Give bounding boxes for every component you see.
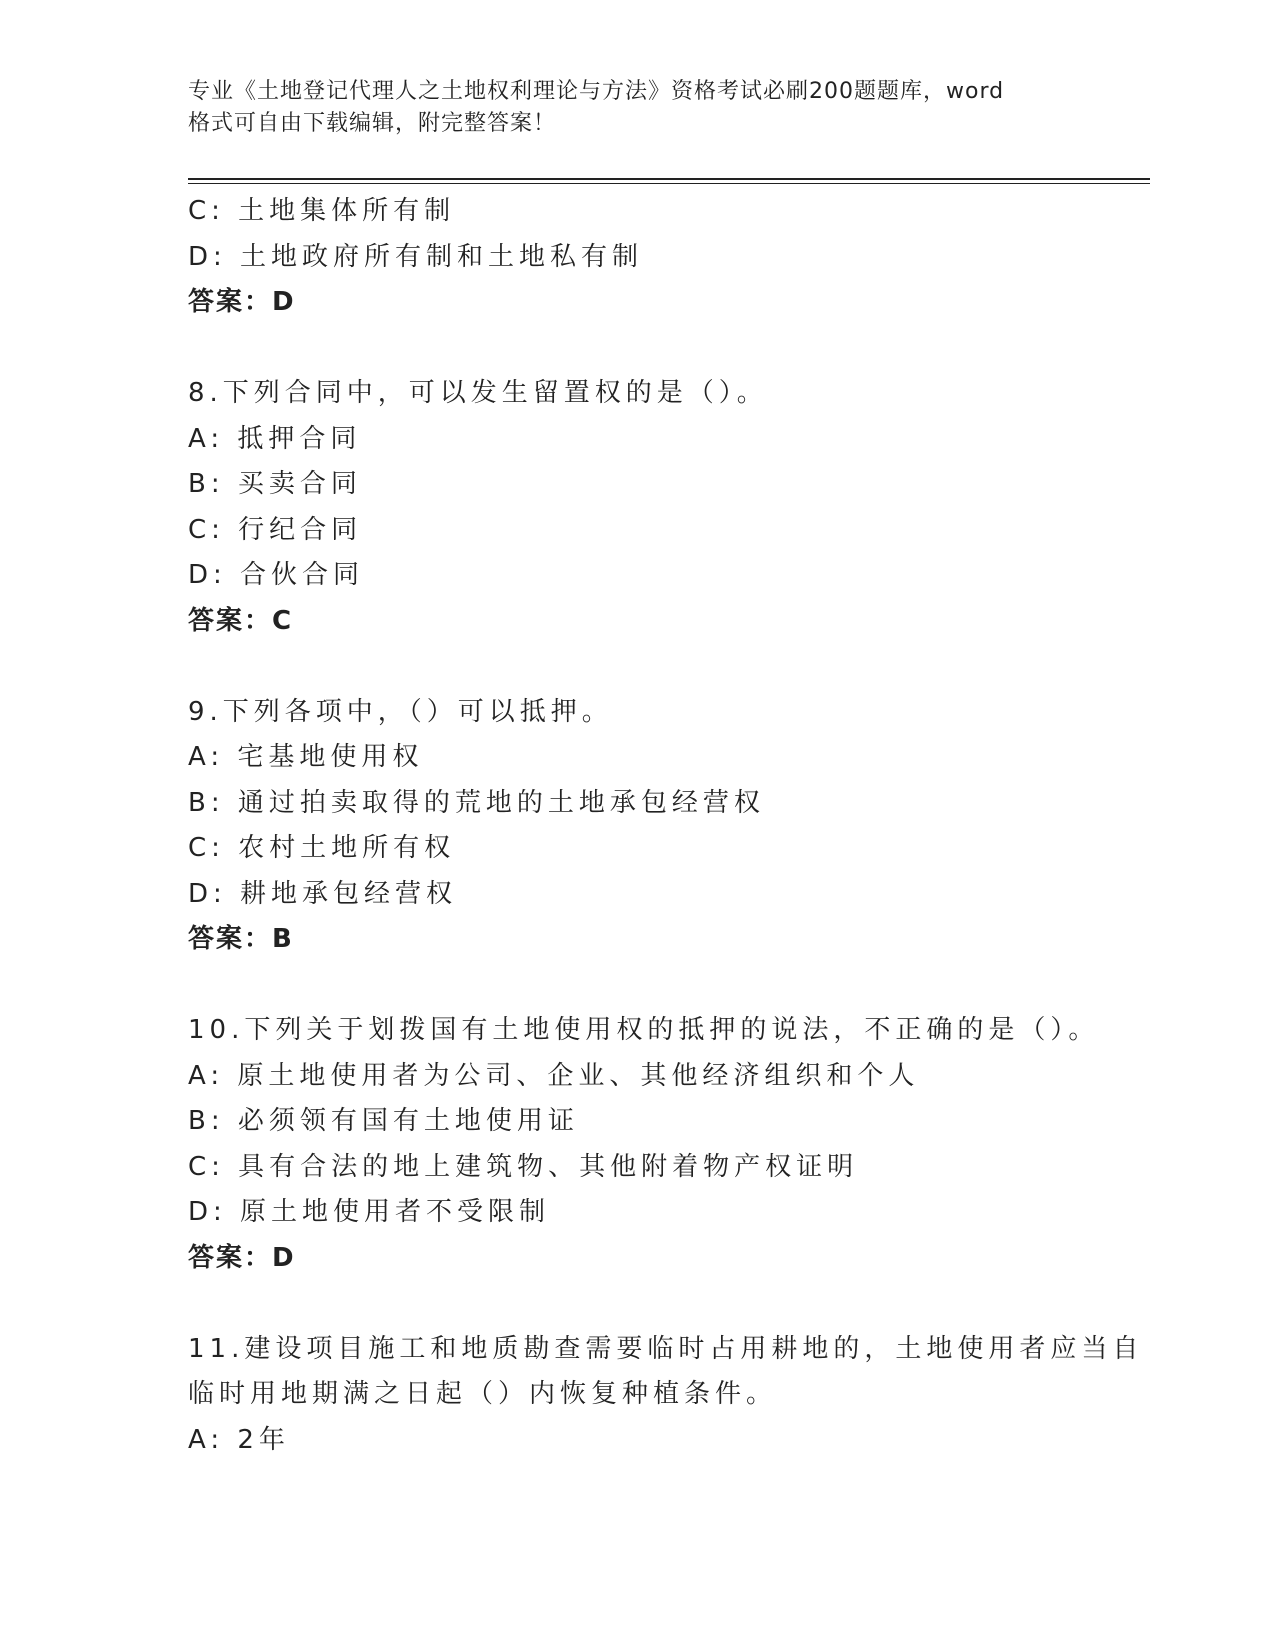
q9-option-c: C: 农村土地所有权 (188, 833, 456, 863)
q9-option-a: A: 宅基地使用权 (188, 742, 424, 772)
header-divider-thick (188, 178, 1150, 180)
spacer (188, 1281, 1088, 1327)
q9-option-b: B: 通过拍卖取得的荒地的土地承包经营权 (188, 787, 765, 818)
q9-answer: 答案：B (188, 924, 294, 954)
question-11 (188, 1327, 1144, 1464)
question-9 (188, 690, 1088, 963)
q8-option-d: D: 合伙合同 (188, 560, 365, 590)
q9-option-d: D: 耕地承包经营权 (188, 878, 458, 909)
q11-question-line-2: 临时用地期满之日起（）内恢复种植条件。 (188, 1379, 778, 1409)
question-7 (188, 189, 1088, 326)
header-title-line-2: 格式可自由下载编辑，附完整答案！ (188, 111, 557, 136)
q8-question: 8.下列合同中，可以发生留置权的是（）。 (188, 378, 768, 408)
header-title-line-1: 专业《土地登记代理人之土地权利理论与方法》资格考试必刷200题题库，word (188, 79, 1005, 104)
q8-option-b: B: 买卖合同 (188, 469, 362, 499)
header-divider-thin (188, 183, 1150, 184)
question-list (188, 189, 1144, 1463)
spacer (188, 326, 1088, 372)
question-8 (188, 371, 1088, 644)
q11-option-a: A: 2年 (188, 1424, 290, 1455)
question-10 (188, 1008, 1100, 1281)
q7-answer: 答案：D (188, 287, 296, 317)
q10-question: 10.下列关于划拨国有土地使用权的抵押的说法，不正确的是（）。 (188, 1015, 1100, 1045)
q7-option-d: D: 土地政府所有制和土地私有制 (188, 241, 644, 272)
q10-option-d: D: 原土地使用者不受限制 (188, 1197, 551, 1227)
q10-answer: 答案：D (188, 1242, 296, 1273)
q9-question: 9.下列各项中，（）可以抵押。 (188, 696, 613, 727)
spacer (188, 644, 1088, 690)
spacer (188, 963, 1088, 1009)
q8-option-a: A: 抵押合同 (188, 423, 362, 454)
q10-option-b: B: 必须领有国有土地使用证 (188, 1106, 579, 1136)
q10-option-c: C: 具有合法的地上建筑物、其他附着物产权证明 (188, 1151, 859, 1182)
q11-question-line-1: 11.建设项目施工和地质勘查需要临时占用耕地的，土地使用者应当自 (188, 1333, 1144, 1364)
q10-option-a: A: 原土地使用者为公司、企业、其他经济组织和个人 (188, 1060, 920, 1091)
q8-option-c: C: 行纪合同 (188, 514, 363, 545)
q8-answer: 答案：C (188, 605, 294, 636)
document-header (188, 76, 1068, 140)
q7-option-c: C: 土地集体所有制 (188, 196, 456, 226)
